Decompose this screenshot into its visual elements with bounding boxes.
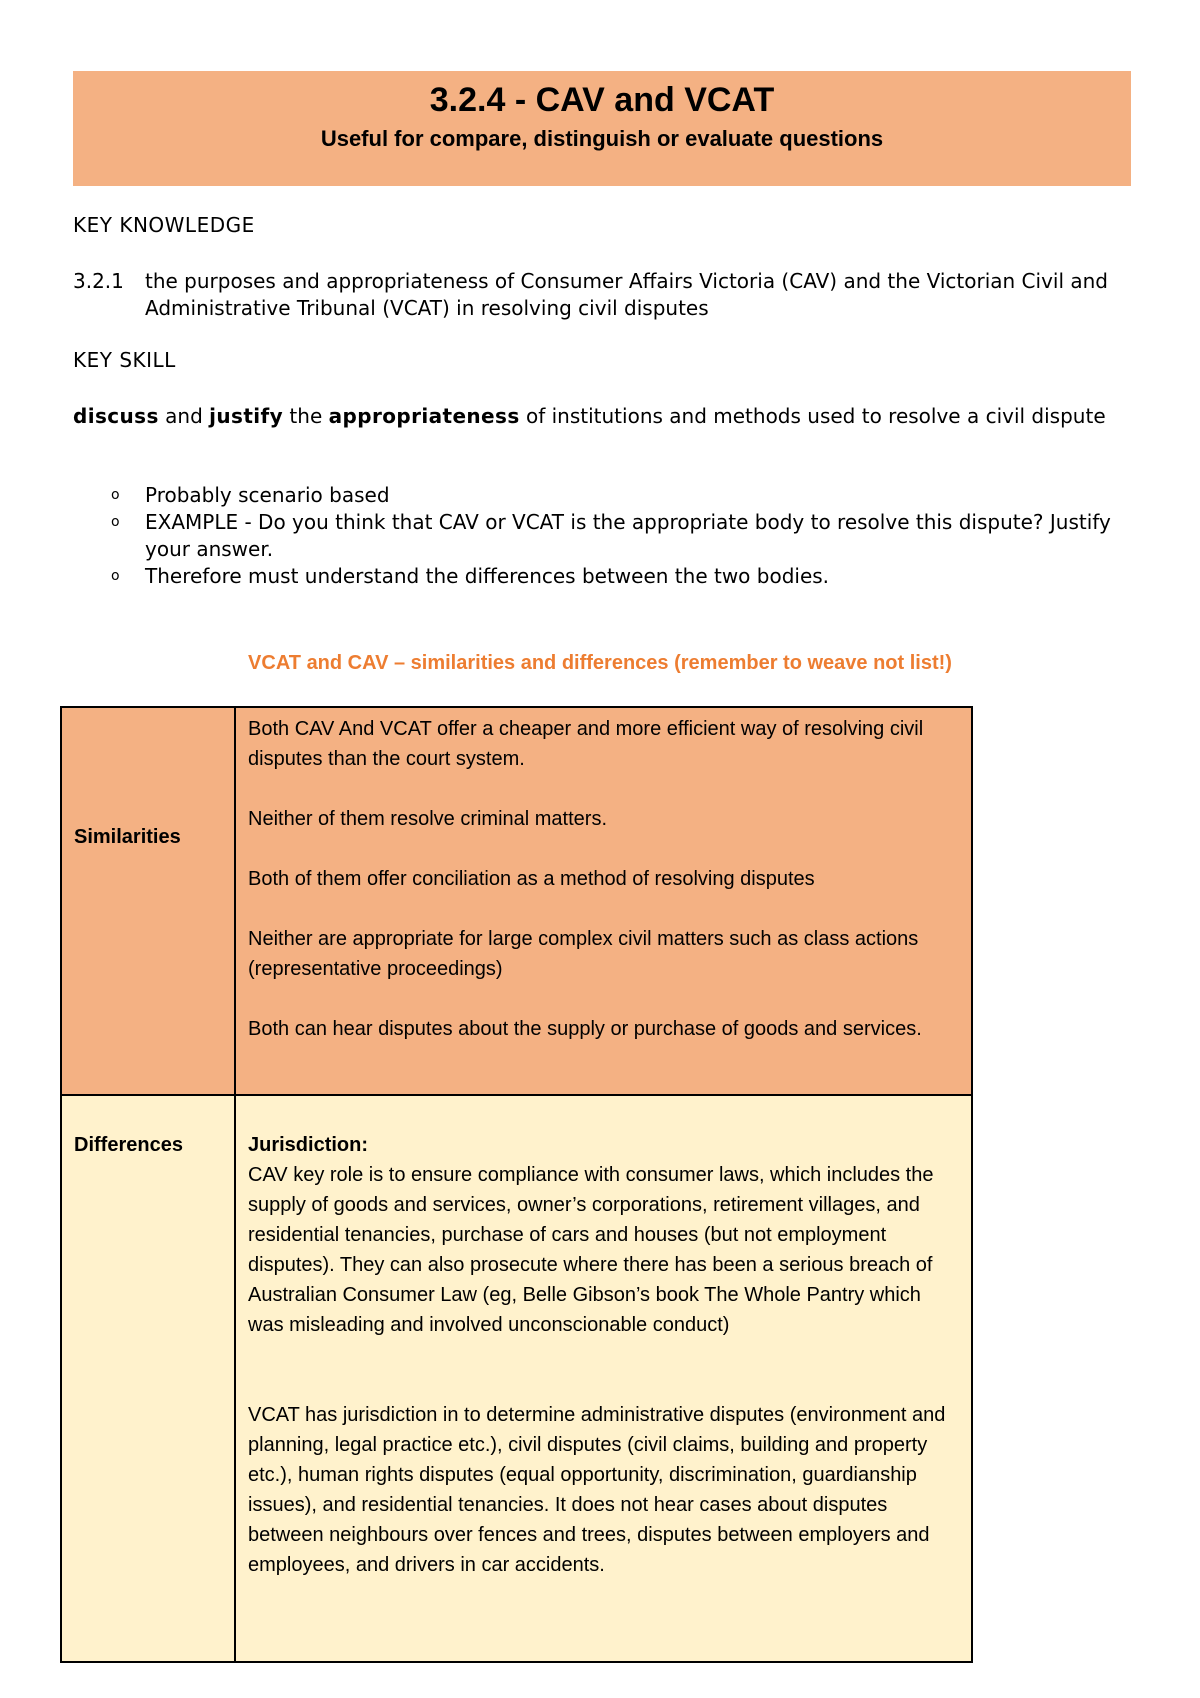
skill-word-justify: justify [209,404,284,428]
similarities-label: Similarities [74,826,181,848]
key-knowledge-item [73,268,1133,322]
similarity-paragraph: Neither of them resolve criminal matters. [248,808,608,830]
title-banner [73,71,1131,186]
list-item: o Probably scenario based [111,483,390,507]
similarities-content-cell [235,707,972,1095]
table-row-similarities [61,707,972,1095]
key-knowledge-text: the purposes and appropriateness of Consumer Affairs Victoria (CAV) and the Victorian Civil and Administrative Tribunal (VCAT) in resolving civil disputes [145,269,1108,320]
skill-word-discuss: discuss [73,404,159,428]
bullet-list [73,482,1133,590]
similarity-paragraph: Neither are appropriate for large complex civil matters such as class actions (representative proceedings) [248,928,919,980]
key-skill-text [73,403,1133,429]
vcat-jurisdiction-text: VCAT has jurisdiction in to determine administrative disputes (environment and planning, legal practice etc.), civil disputes (civil claims, building and property etc.), human rights disputes (equal opportunity, discrimination, guardianship issues), and residential tenancies. It does not hear cases about disputes between neighbours over fences and trees, disputes between employers and employees, and drivers in car accidents. [248,1404,946,1576]
similarity-paragraph: Both CAV And VCAT offer a cheaper and more efficient way of resolving civil disputes than the court system. [248,718,924,770]
differences-content-cell [235,1095,972,1662]
bullet-marker-icon: o [111,487,120,503]
page-title: 3.2.4 - CAV and VCAT [429,81,775,119]
differences-label-cell [61,1095,235,1662]
bullet-marker-icon: o [111,514,120,530]
skill-word-appropriateness: appropriateness [328,404,520,428]
key-knowledge-heading: KEY KNOWLEDGE [73,213,255,237]
jurisdiction-heading: Jurisdiction: [248,1134,369,1156]
similarity-paragraph: Both can hear disputes about the supply or purchase of goods and services. [248,1018,922,1040]
table-row-differences [61,1095,972,1662]
list-item: o Therefore must understand the differences between the two bodies. [111,564,830,588]
bullet-marker-icon: o [111,568,120,584]
similarity-paragraph: Both of them offer conciliation as a method of resolving disputes [248,868,815,890]
skill-text-2: the [283,404,329,428]
list-item: o EXAMPLE - Do you think that CAV or VCAT is the appropriate body to resolve this dispute? Justify your answer. [111,510,1111,561]
key-skill-heading: KEY SKILL [73,348,176,372]
comparison-table [60,706,973,1663]
cav-jurisdiction-text: CAV key role is to ensure compliance with consumer laws, which includes the supply of goods and services, owner’s corporations, retirement villages, and residential tenancies, purchase of cars and houses (but not employment disputes). They can also prosecute where there has been a serious breach of Australian Consumer Law (eg, Belle Gibson’s book The Whole Pantry which was misleading and involved unconscionable conduct) [248,1164,934,1336]
differences-label: Differences [74,1134,183,1156]
skill-text-1: and [158,404,210,428]
comparison-heading: VCAT and CAV – similarities and differences (remember to weave not list!) [248,652,952,674]
page-subtitle: Useful for compare, distinguish or evaluate questions [320,125,884,151]
skill-text-3: of institutions and methods used to resolve a civil dispute [519,404,1106,428]
key-knowledge-number: 3.2.1 [73,269,124,293]
similarities-label-cell [61,707,235,1095]
spacer [248,1340,959,1400]
